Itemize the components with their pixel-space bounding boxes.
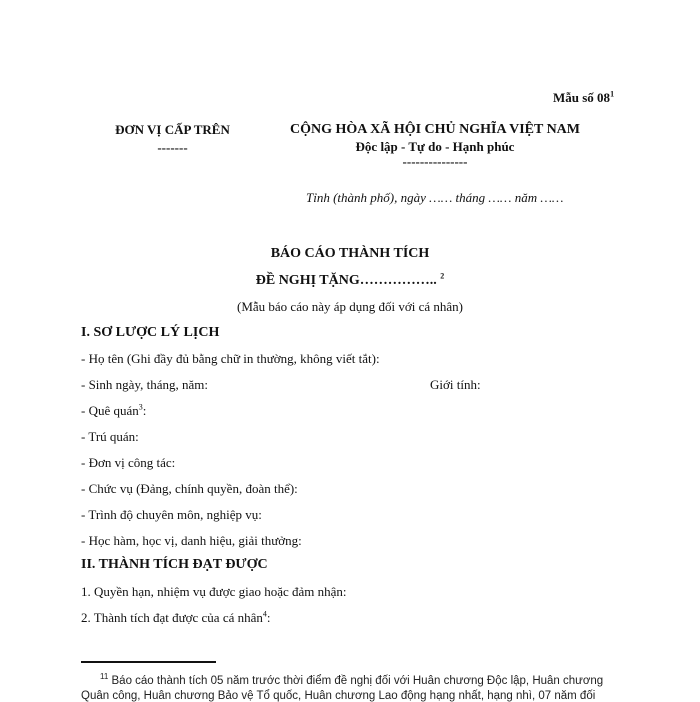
field-date-of-birth: - Sinh ngày, tháng, năm: xyxy=(81,377,208,392)
report-title: BÁO CÁO THÀNH TÍCH xyxy=(270,246,430,261)
field-gender: Giới tính: xyxy=(430,377,481,392)
report-note: (Mẫu báo cáo này áp dụng đối với cá nhân) xyxy=(237,299,463,314)
field-full-name: - Họ tên (Ghi đầy đủ bằng chữ in thường, không viết tắt): xyxy=(81,351,380,366)
field-hometown-footnote-ref: 3 xyxy=(138,402,143,412)
field-academic-titles: - Học hàm, học vị, danh hiệu, giải thưởng: xyxy=(81,533,302,548)
section-1-heading: I. SƠ LƯỢC LÝ LỊCH xyxy=(81,325,220,340)
national-header xyxy=(270,122,600,169)
form-number-footnote-ref: 1 xyxy=(610,89,615,99)
footnote-line-2: Quân công, Huân chương Bảo vệ Tổ quốc, Huân chương Lao động hạng nhất, hạng nhì, 07 năm đối xyxy=(81,690,596,702)
achievement-item-2-footnote-ref: 4 xyxy=(262,609,267,619)
issuing-unit-block xyxy=(100,122,245,156)
form-number-text: Mẫu số 08 xyxy=(553,90,611,105)
achievement-item-2-text: 2. Thành tích đạt được của cá nhân xyxy=(81,610,263,625)
report-subtitle-text: ĐỀ NGHỊ TẶNG…………….. xyxy=(255,273,437,288)
form-number xyxy=(553,90,614,106)
motto-divider: --------------- xyxy=(402,154,468,169)
field-hometown-colon: : xyxy=(142,403,147,418)
footnote-line-1 xyxy=(100,672,604,687)
achievement-item-2-colon: : xyxy=(266,610,271,625)
footnote-marker: 11 xyxy=(100,672,109,682)
country-name: CỘNG HÒA XÃ HỘI CHỦ NGHĨA VIỆT NAM xyxy=(289,122,580,137)
national-motto: Độc lập - Tự do - Hạnh phúc xyxy=(355,139,515,154)
report-subtitle-footnote-ref: 2 xyxy=(440,271,445,281)
achievement-item-1: 1. Quyền hạn, nhiệm vụ được giao hoặc đảm nhận: xyxy=(81,584,347,599)
field-hometown xyxy=(81,403,146,419)
place-date: Tỉnh (thành phố), ngày …… tháng …… năm …… xyxy=(306,190,564,205)
field-workplace: - Đơn vị công tác: xyxy=(81,455,176,470)
issuing-unit-divider: ------- xyxy=(157,140,188,155)
field-position: - Chức vụ (Đảng, chính quyền, đoàn thể): xyxy=(81,481,298,496)
achievement-item-2 xyxy=(81,610,271,626)
field-qualification: - Trình độ chuyên môn, nghiệp vụ: xyxy=(81,507,262,522)
report-subtitle xyxy=(200,273,500,289)
field-residence: - Trú quán: xyxy=(81,429,139,444)
issuing-unit: ĐƠN VỊ CẤP TRÊN xyxy=(115,122,230,137)
section-2-heading: II. THÀNH TÍCH ĐẠT ĐƯỢC xyxy=(81,557,268,572)
footnote-separator xyxy=(81,661,216,663)
field-hometown-label: - Quê quán xyxy=(81,403,139,418)
footnote-line-1-text: Báo cáo thành tích 05 năm trước thời điểm đề nghị đối với Huân chương Độc lập, Huân chương xyxy=(108,675,604,687)
